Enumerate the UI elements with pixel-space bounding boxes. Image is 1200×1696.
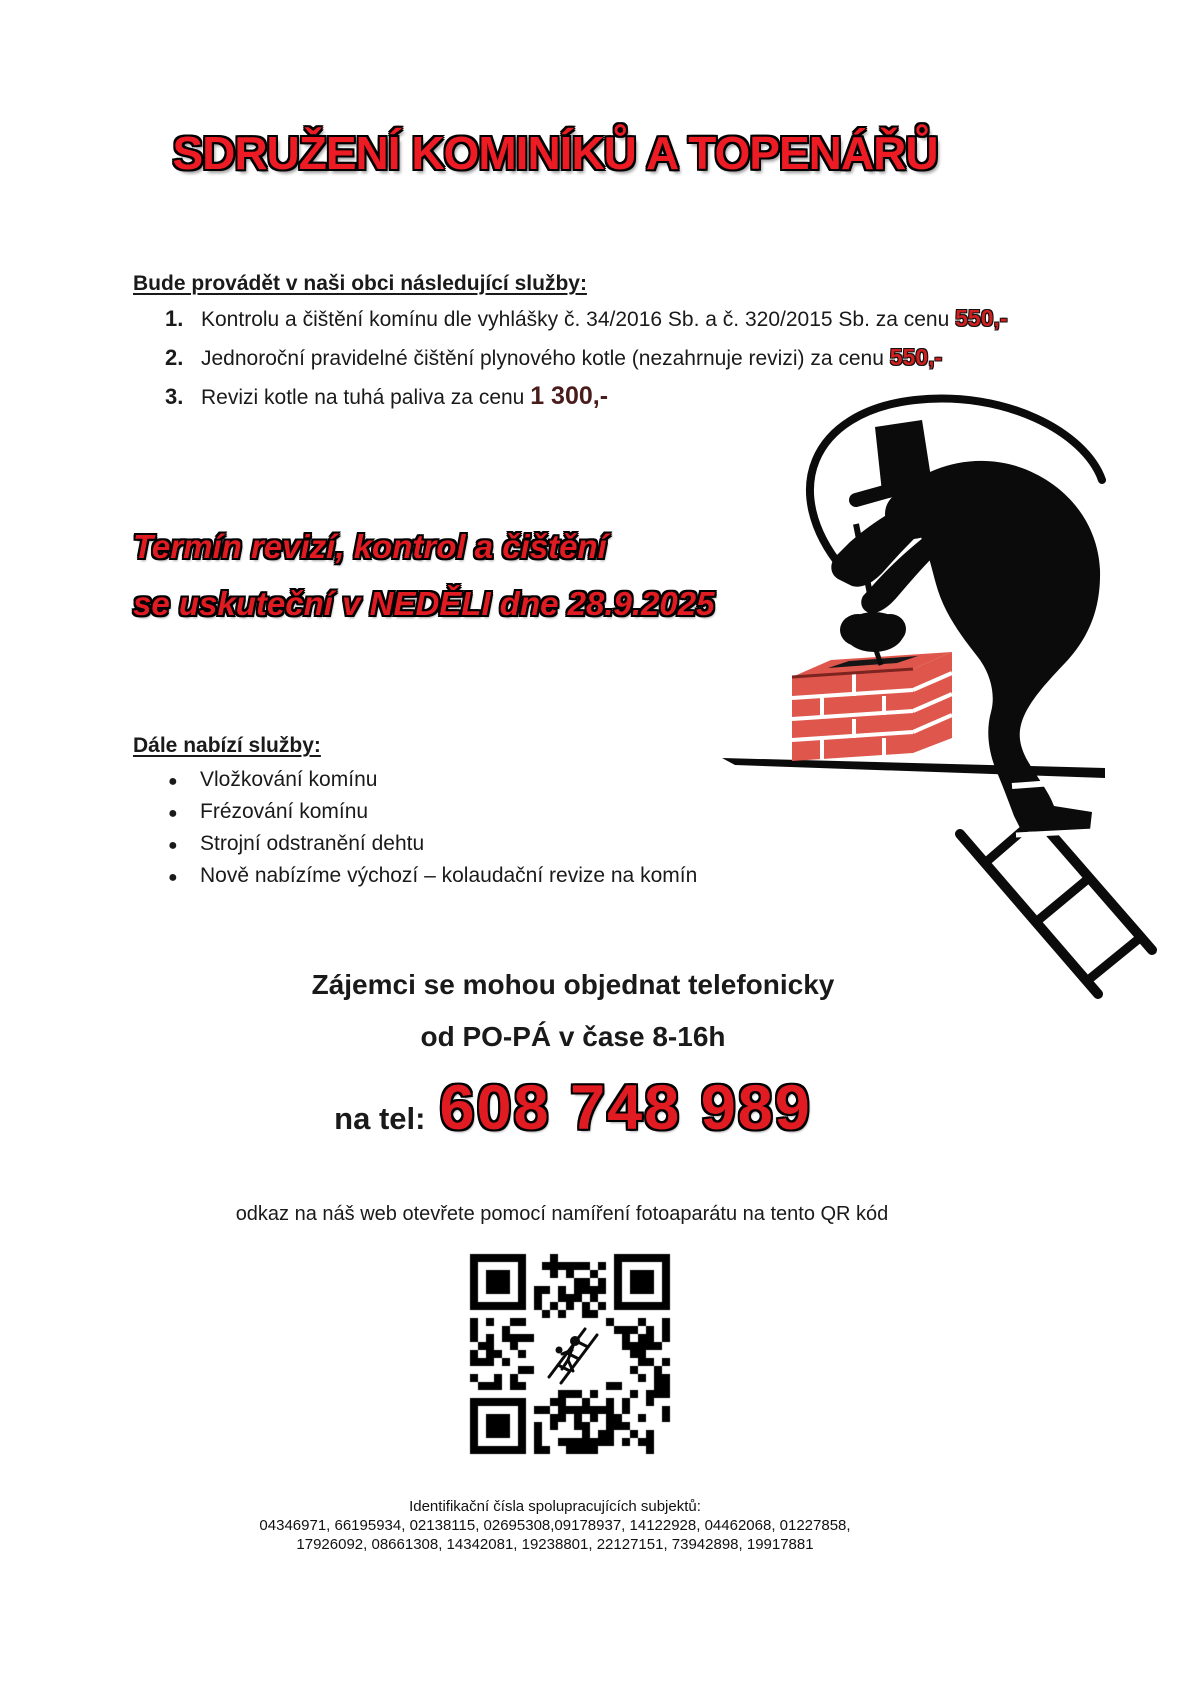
contact-section [0,968,1146,1144]
list-item-label: Nově nabízíme výchozí – kolaudační revize na komín [200,864,698,887]
service-item-1 [133,305,1053,333]
qr-code [464,1248,676,1460]
bullet-icon: ● [168,837,178,854]
footer-line-2: 04346971, 66195934, 02138115, 02695308,09178937, 14122928, 04462068, 01227858, [259,1517,851,1534]
phone-label: na tel: [334,1101,426,1136]
date-notice [133,530,714,620]
phone-row [0,1072,1146,1144]
contact-line-1: Zájemci se mohou objednat telefonicky [311,969,835,1000]
services-heading: Bude provádět v naši obci následující služby: [133,272,587,295]
contact-line-2: od PO-PÁ v čase 8-16h [420,1021,726,1052]
phone-number: 608 748 989 [439,1073,812,1143]
qr-caption: odkaz na náš web otevřete pomocí namíření fotoaparátu na tento QR kód [235,1203,889,1225]
price-value: 550,- [955,305,1008,331]
bullet-icon: ● [168,869,178,886]
qr-center-sweep-logo-icon [535,1319,605,1389]
list-item-label: Vložkování komínu [200,768,378,791]
item-text: Jednoroční pravidelné čištění plynového kotle (nezahrnuje revizi) za cenu 550,- [201,344,943,370]
item-number: 2. [165,345,184,370]
page-title: SDRUŽENÍ KOMINÍKŮ A TOPENÁŘŮ [172,127,938,179]
footer-ids [0,1497,1110,1554]
item-number: 1. [165,306,184,331]
extra-services-heading: Dále nabízí služby: [133,734,321,757]
list-item-label: Frézování komínu [200,800,369,823]
date-notice-line-1: Termín revizí, kontrol a čištění [133,528,607,565]
price-value: 1 300,- [530,382,609,410]
item-text: Kontrolu a čištění komínu dle vyhlášky č. 34/2016 Sb. a č. 320/2015 Sb. za cenu 550,- [201,305,1008,331]
bullet-icon: ● [168,773,178,790]
footer-line-1: Identifikační čísla spolupracujících subjektů: [409,1498,701,1515]
item-number: 3. [165,384,184,409]
bullet-icon: ● [168,805,178,822]
chimney-sweep-illustration [660,372,1190,1002]
date-notice-line-2: se uskuteční v NEDĚLI dne 28.9.2025 [133,585,715,622]
list-item-label: Strojní odstranění dehtu [200,832,425,855]
brick-chimney-icon [792,652,952,761]
footer-line-3: 17926092, 08661308, 14342081, 19238801, 22127151, 73942898, 19917881 [296,1536,814,1553]
item-text: Revizi kotle na tuhá paliva za cenu 1 300,- [201,382,609,410]
price-value: 550,- [889,344,943,370]
ground-line [722,758,1105,778]
service-item-2 [133,344,1053,372]
